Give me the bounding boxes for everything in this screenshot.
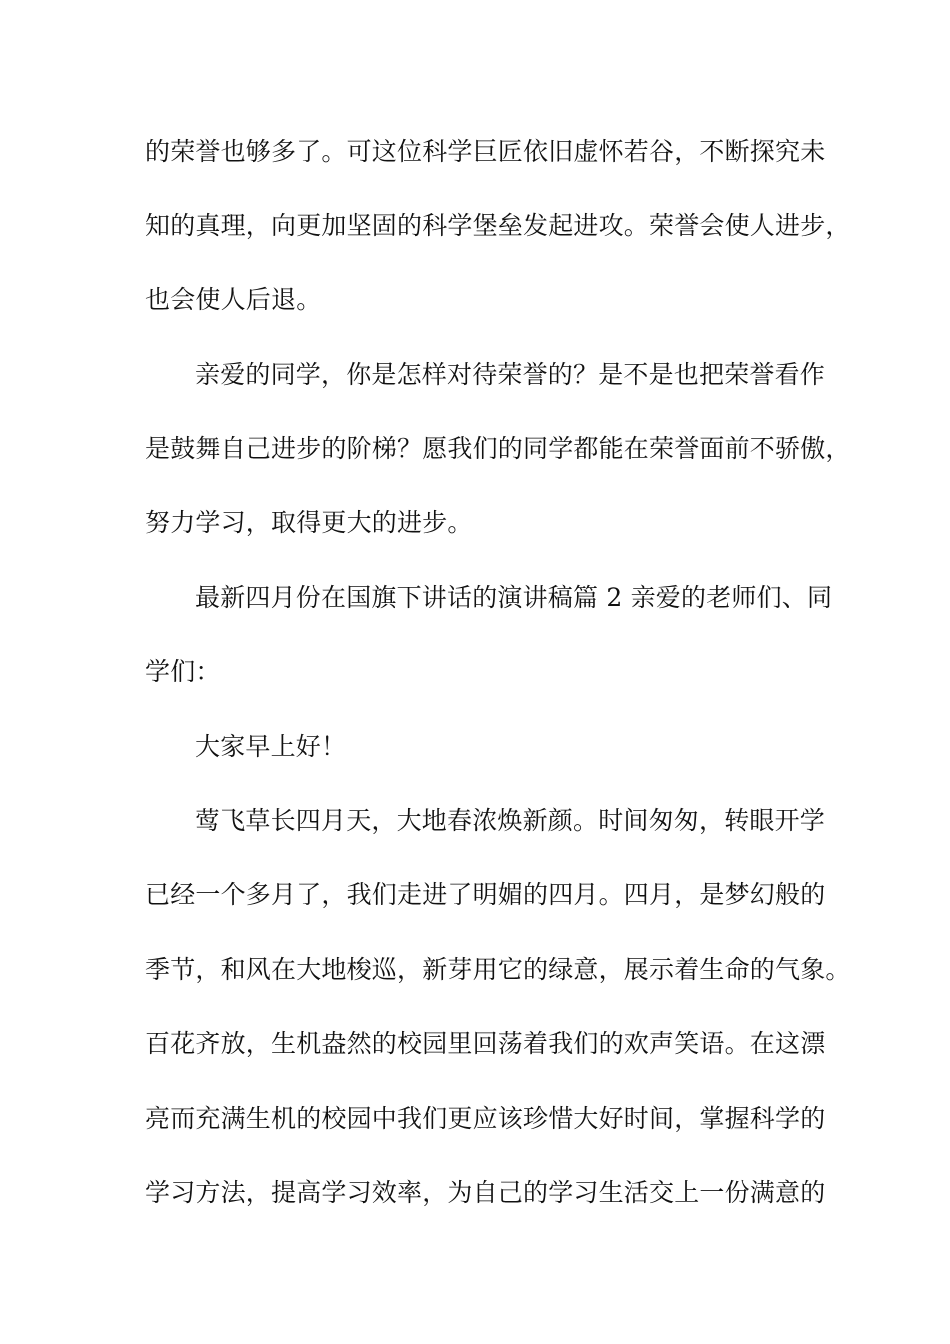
- text-line: 百花齐放，生机盎然的校园里回荡着我们的欢声笑语。在这漂: [145, 1029, 826, 1058]
- text-line: 学们：: [145, 657, 221, 686]
- text-line: 季节，和风在大地梭巡，新芽用它的绿意，展示着生命的气象。: [145, 955, 851, 984]
- text-line: 亮而充满生机的校园中我们更应该珍惜大好时间，掌握科学的: [145, 1104, 826, 1133]
- text-line: 学习方法，提高学习效率，为自己的学习生活交上一份满意的: [145, 1178, 826, 1207]
- text-line: 是鼓舞自己进步的阶梯？愿我们的同学都能在荣誉面前不骄傲，: [145, 434, 851, 463]
- paragraph-start-line: 莺飞草长四月天，大地春浓焕新颜。时间匆匆，转眼开学: [195, 806, 826, 835]
- text-line: 的荣誉也够多了。可这位科学巨匠依旧虚怀若谷，不断探究未: [145, 137, 826, 166]
- text-line: 知的真理，向更加坚固的科学堡垒发起进攻。荣誉会使人进步，: [145, 211, 851, 240]
- text-line: 已经一个多月了，我们走进了明媚的四月。四月，是梦幻般的: [145, 880, 826, 909]
- greeting-line: 大家早上好！: [195, 732, 347, 761]
- paragraph-start-line: 亲爱的同学，你是怎样对待荣誉的？是不是也把荣誉看作: [195, 360, 826, 389]
- text-line: 努力学习，取得更大的进步。: [145, 508, 473, 537]
- text-line: 也会使人后退。: [145, 285, 322, 314]
- paragraph-start-line: 最新四月份在国旗下讲话的演讲稿篇 2 亲爱的老师们、同: [195, 583, 833, 612]
